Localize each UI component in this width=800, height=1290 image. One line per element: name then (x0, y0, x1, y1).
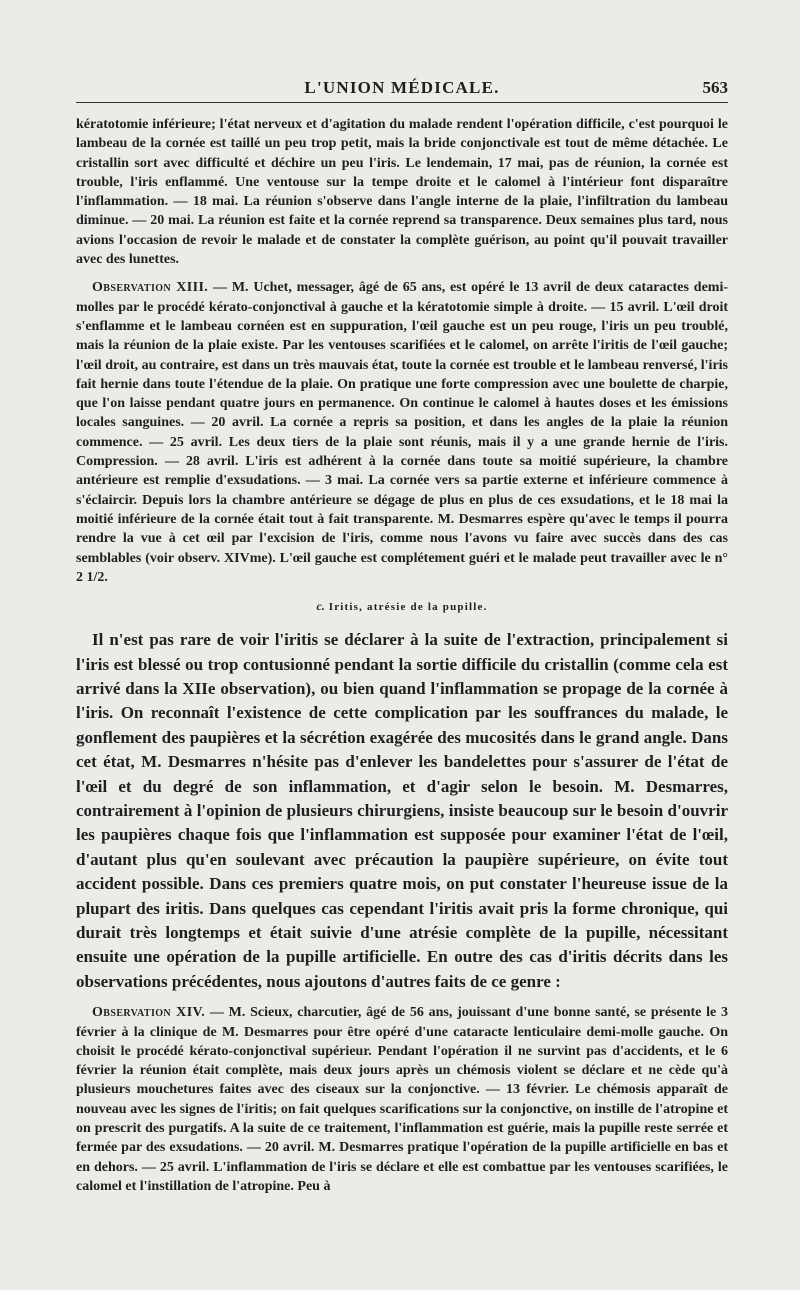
section-letter: c. (316, 599, 325, 614)
paragraph-continuation: kératotomie inférieure; l'état nerveux et d'agitation du malade rendent l'opération difficile, c'est pourquoi le lambeau de la cornée est taillé un peu trop petit, mais la bride conjonctivale est tout de même détachée. Le cristallin sort avec difficulté et déchire un peu l'iris. Le lendemain, 17 mai, pas de réunion, la cornée est trouble, l'iris enflammé. Une ventouse sur la tempe droite et le calomel à l'intérieur font disparaître l'inflammation. — 18 mai. La réunion s'observe dans l'angle interne de la plaie, l'infiltration du lambeau diminue. — 20 mai. La réunion est faite et la cornée reprend sa transparence. Deux semaines plus tard, nous avions l'occasion de revoir le malade et de constater la complète guérison, au point qu'il pouvait travailler avec des lunettes. (76, 117, 728, 268)
running-title: L'UNION MÉDICALE. (304, 78, 500, 97)
paragraph-iritis: Il n'est pas rare de voir l'iritis se déclarer à la suite de l'extraction, principalement si l'iris est blessé ou trop contusionné pendant la sortie difficile du cristallin (comme cela est arrivé dans la XIIe observation), ou bien quand l'inflammation se propage de la cornée à l'iris. On reconnaît l'existence de cette complication par les souffrances du malade, le gonflement des paupières et la sécrétion exagérée des mucosités dans le grand angle. Dans cet état, M. Desmarres n'hésite pas d'enlever les bandelettes pour s'assurer de l'état de l'œil et du degré de son inflammation, et d'agir selon le besoin. M. Desmarres, contrairement à l'opinion de plusieurs chirurgiens, insiste beaucoup sur le besoin d'ouvrir les paupières chaque fois que l'inflammation est supposée pour examiner l'état de l'œil, d'autant plus qu'en soulevant avec précaution la paupière supérieure, on évite tout accident possible. Dans ces premiers quatre mois, on put constater l'heureuse issue de la plupart des iritis. Dans quelques cas cependant l'iritis avait pris la forme chronique, qui durait très longtemps et était suivie d'une atrésie complète de la pupille, nécessitant ensuite une opération de la pupille artificielle. En outre des cas d'iritis décrits dans les observations précédentes, nous ajoutons d'autres faits de ce genre : (76, 630, 728, 991)
section-title: Iritis, atrésie de la pupille. (328, 601, 488, 614)
observation-14-text: — M. Scieux, charcutier, âgé de 56 ans, jouissant d'une bonne santé, se présente le 3 février à la clinique de M. Desmarres pour être opéré d'une cataracte lenticulaire demi-molle gauche. On choisit le procédé kérato-conjonctival supérieur. Pendant l'opération il ne survint pas d'accidents, et le 6 février la réunion était complète, mais deux jours après un chémosis violent se déclare et ne cède qu'à plusieurs mouchetures faites avec des ciseaux sur la conjonctive. — 13 février. Le chémosis apparaît de nouveau avec les signes de l'iritis; on fait quelques scarifications sur la conjonctive, on instille de l'atropine et on prescrit des purgatifs. A la suite de ce traitement, l'inflammation est guérie, mais la pupille reste serrée et fermée par des exsudations. — 20 avril. M. Desmarres pratique l'opération de la pupille artificielle en bas et en dehors. — 25 avril. L'inflammation de l'iris se déclare et elle est combattue par les ventouses scarifiées, le calomel et l'instillation de l'atropine. Peu à (76, 1005, 728, 1194)
page-number: 563 (702, 78, 728, 97)
page-header (76, 76, 728, 103)
section-heading (76, 599, 728, 614)
observation-14 (76, 1003, 728, 1196)
observation-13-label: Observation XIII. (92, 280, 209, 296)
observation-14-label: Observation XIV. (92, 1005, 206, 1021)
observation-13 (76, 278, 728, 587)
observation-13-text: — M. Uchet, messager, âgé de 65 ans, est opéré le 13 avril de deux cataractes demi-molles par le procédé kérato-conjonctival à gauche et la kératotomie simple à droite. — 15 avril. L'œil droit s'enflamme et le lambeau cornéen est en suppuration, l'œil gauche est un peu rouge, l'iris un peu troublé, mais la réunion de la plaie existe. Par les ventouses scarifiées et le calomel, on arrête l'iritis de l'œil gauche; l'œil droit, au contraire, est dans un très mauvais état, toute la cornée est trouble et le lambeau renversé, l'iris fait hernie dans toute l'étendue de la plaie. On pratique une forte compression avec une boulette de charpie, que l'on laisse pendant quatre jours en permanence. On continue le calomel à hautes doses et les émissions locales sanguines. — 20 avril. La cornée a repris sa position, et dans les angles de la plaie la réunion commence. — 25 avril. Les deux tiers de la plaie sont réunis, mais il y a une grande hernie de l'iris. Compression. — 28 avril. L'iris est adhérent à la cornée dans toute sa moitié supérieure, la chambre antérieure est remplie d'exsudations. — 3 mai. La cornée vers sa partie externe et inférieure commence à s'éclaircir. Depuis lors la chambre antérieure se dégage de plus en plus de ces exsudations, et le 18 mai la moitié inférieure de la cornée était tout à fait transparente. M. Desmarres espère qu'avec le temps il pourra rendre la vue à cet œil par l'excision de l'iris, comme nous l'avons vu faire avec succès dans des cas semblables (voir observ. XIVme). L'œil gauche est complétement guéri et le malade peut travailler avec le n° 2 1/2. (76, 280, 728, 585)
